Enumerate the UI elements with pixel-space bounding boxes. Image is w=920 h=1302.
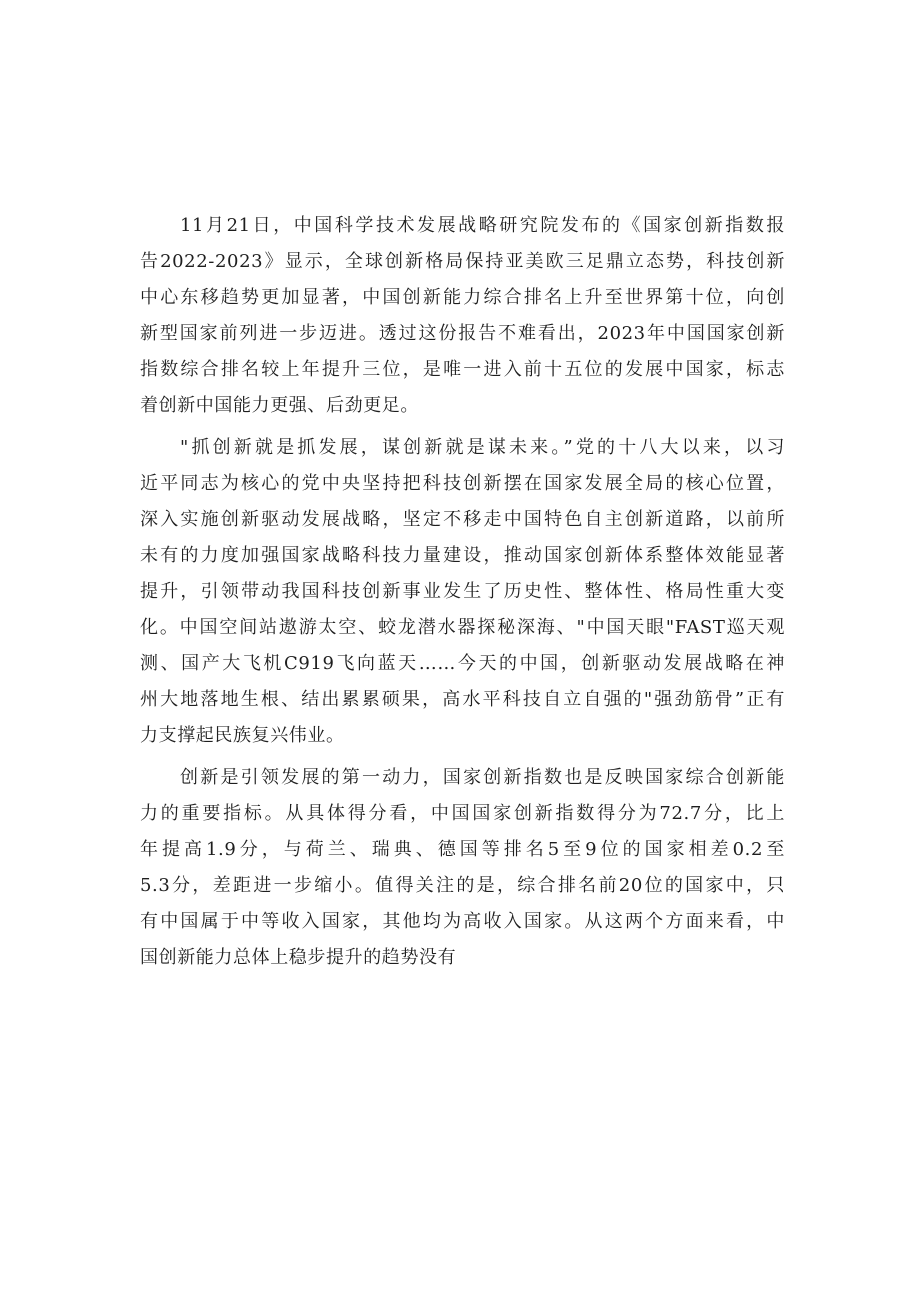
text-line: 5.3分，差距进一步缩小。值得关注的是，综合排名前20位的国家中，只 [140, 875, 785, 896]
text-line: 指数综合排名较上年提升三位，是唯一进入前十五位的发展中国家，标志 [140, 359, 785, 380]
paragraph-2 [140, 430, 785, 754]
text-line: 化。中国空间站遨游太空、蛟龙潜水器探秘深海、"中国天眼"FAST巡天观 [140, 617, 785, 638]
text-line: 创新是引领发展的第一动力，国家创新指数也是反映国家综合创新能 [180, 767, 785, 788]
text-line: 力支撑起民族复兴伟业。 [140, 725, 345, 746]
text-line: 中心东移趋势更加显著，中国创新能力综合排名上升至世界第十位，向创 [140, 287, 785, 308]
text-line: "抓创新就是抓发展，谋创新就是谋未来。”党的十八大以来，以习 [180, 437, 785, 458]
text-line: 测、国产大飞机C919飞向蓝天……今天的中国，创新驱动发展战略在神 [140, 653, 785, 674]
text-line: 年提高1.9分，与荷兰、瑞典、德国等排名5至9位的国家相差0.2至 [140, 839, 785, 860]
text-line: 11月21日，中国科学技术发展战略研究院发布的《国家创新指数报 [180, 215, 785, 236]
paragraph-1 [140, 208, 785, 424]
text-line: 新型国家前列进一步迈进。透过这份报告不难看出，2023年中国国家创新 [140, 323, 785, 344]
text-line: 深入实施创新驱动发展战略，坚定不移走中国特色自主创新道路，以前所 [140, 509, 785, 530]
paragraph-3 [140, 760, 785, 976]
text-line: 告2022-2023》显示，全球创新格局保持亚美欧三足鼎立态势，科技创新 [140, 251, 785, 272]
text-line: 州大地落地生根、结出累累硕果，高水平科技自立自强的"强劲筋骨”正有 [140, 689, 785, 710]
text-line: 近平同志为核心的党中央坚持把科技创新摆在国家发展全局的核心位置， [140, 473, 785, 494]
text-line: 未有的力度加强国家战略科技力量建设，推动国家创新体系整体效能显著 [140, 545, 785, 566]
text-line: 力的重要指标。从具体得分看，中国国家创新指数得分为72.7分，比上 [140, 803, 785, 824]
text-line: 提升，引领带动我国科技创新事业发生了历史性、整体性、格局性重大变 [140, 581, 785, 602]
text-line: 有中国属于中等收入国家，其他均为高收入国家。从这两个方面来看，中 [140, 911, 785, 932]
text-line: 着创新中国能力更强、后劲更足。 [140, 395, 419, 416]
document-body [140, 208, 785, 976]
text-line: 国创新能力总体上稳步提升的趋势没有 [140, 947, 457, 968]
